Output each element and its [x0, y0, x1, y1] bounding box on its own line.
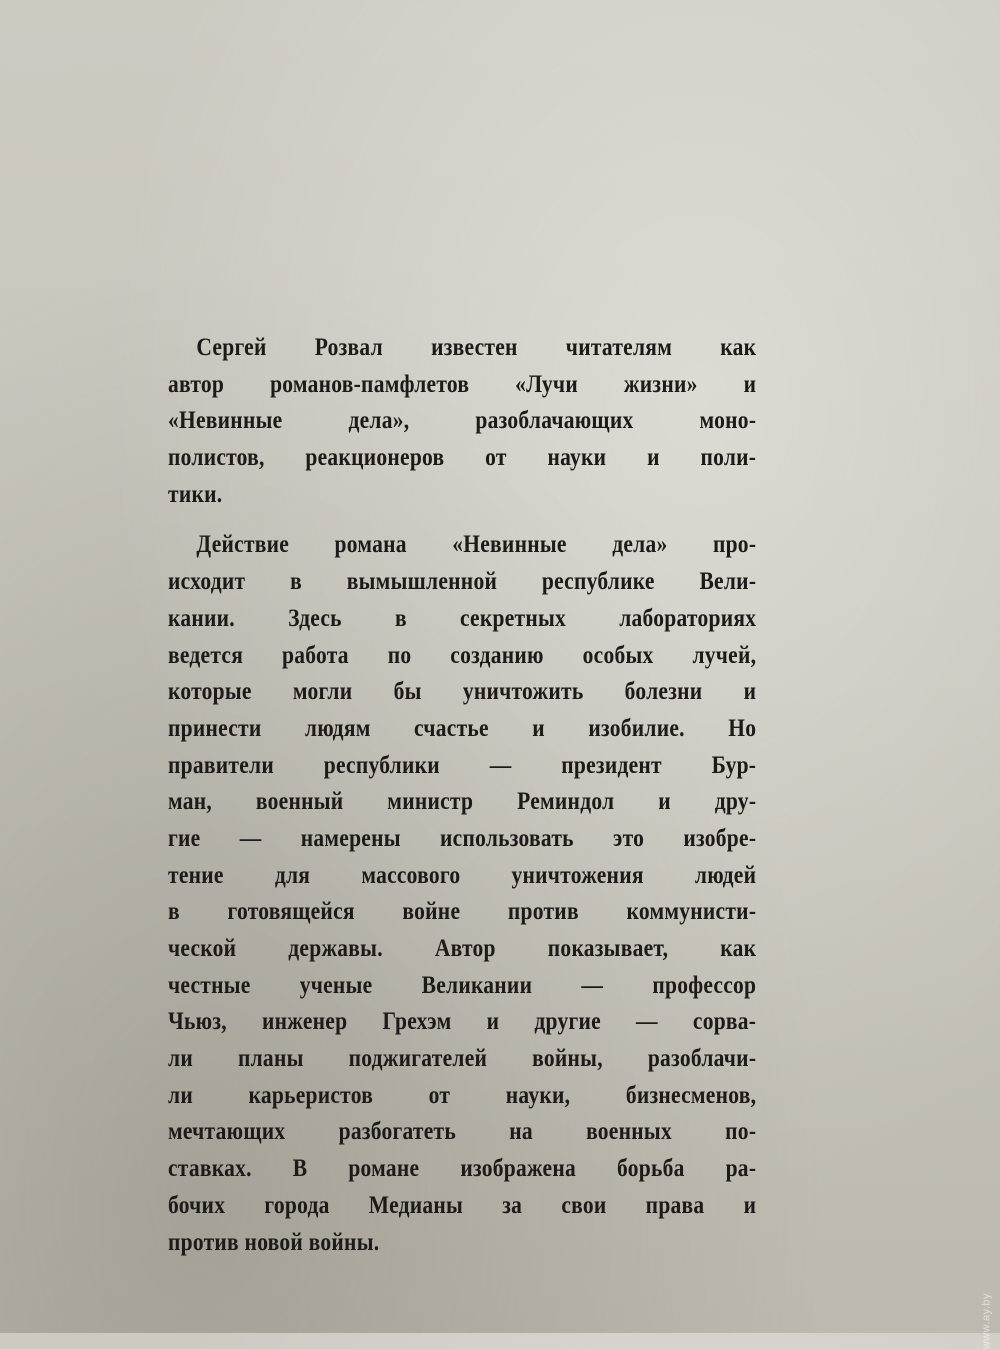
text-line: ли планы поджигателей войны, разоблачи- [168, 1045, 757, 1073]
text-line: ведется работа по созданию особых лучей, [168, 641, 757, 669]
annotation-text [168, 330, 757, 1261]
text-line: гие — намерены использовать это изобре- [168, 824, 757, 852]
text-line: правители республики — президент Бур- [168, 751, 757, 779]
text-line: ман, военный министр Реминдол и дру- [168, 788, 757, 816]
text-line: в готовящейся войне против коммунисти- [168, 898, 757, 926]
text-line: кании. Здесь в секретных лабораториях [168, 604, 757, 632]
text-line: тение для массового уничтожения людей [168, 861, 757, 889]
text-line: Сергей Розвал известен читателям как [196, 334, 757, 361]
text-line: мечтающих разбогатеть на военных по- [168, 1118, 757, 1146]
text-line: бочих города Медианы за свои права и [168, 1191, 757, 1219]
text-line: ставках. В романе изображена борьба ра- [168, 1155, 757, 1183]
text-line: Чьюз, инженер Грехэм и другие — сорва- [168, 1008, 757, 1036]
watermark-text: www.ay.by [980, 1293, 992, 1349]
text-line: полистов, реакционеров от науки и поли- [168, 444, 757, 472]
text-line: против новой войны. [168, 1228, 380, 1256]
text-line: Действие романа «Невинные дела» про- [196, 531, 757, 559]
paragraph-gap [168, 513, 674, 527]
text-line: ли карьеристов от науки, бизнесменов, [168, 1081, 757, 1109]
text-line: принести людям счастье и изобилие. Но [168, 714, 757, 742]
text-line: тики. [168, 480, 223, 508]
text-line: автор романов-памфлетов «Лучи жизни» и [168, 370, 757, 398]
text-line: исходит в вымышленной республике Вели- [168, 568, 757, 596]
text-line: ческой державы. Автор показывает, как [168, 935, 757, 962]
text-line: «Невинные дела», разоблачающих моно- [168, 407, 757, 435]
text-line: которые могли бы уничтожить болезни и [168, 678, 757, 706]
text-line: честные ученые Великании — профессор [168, 971, 757, 999]
